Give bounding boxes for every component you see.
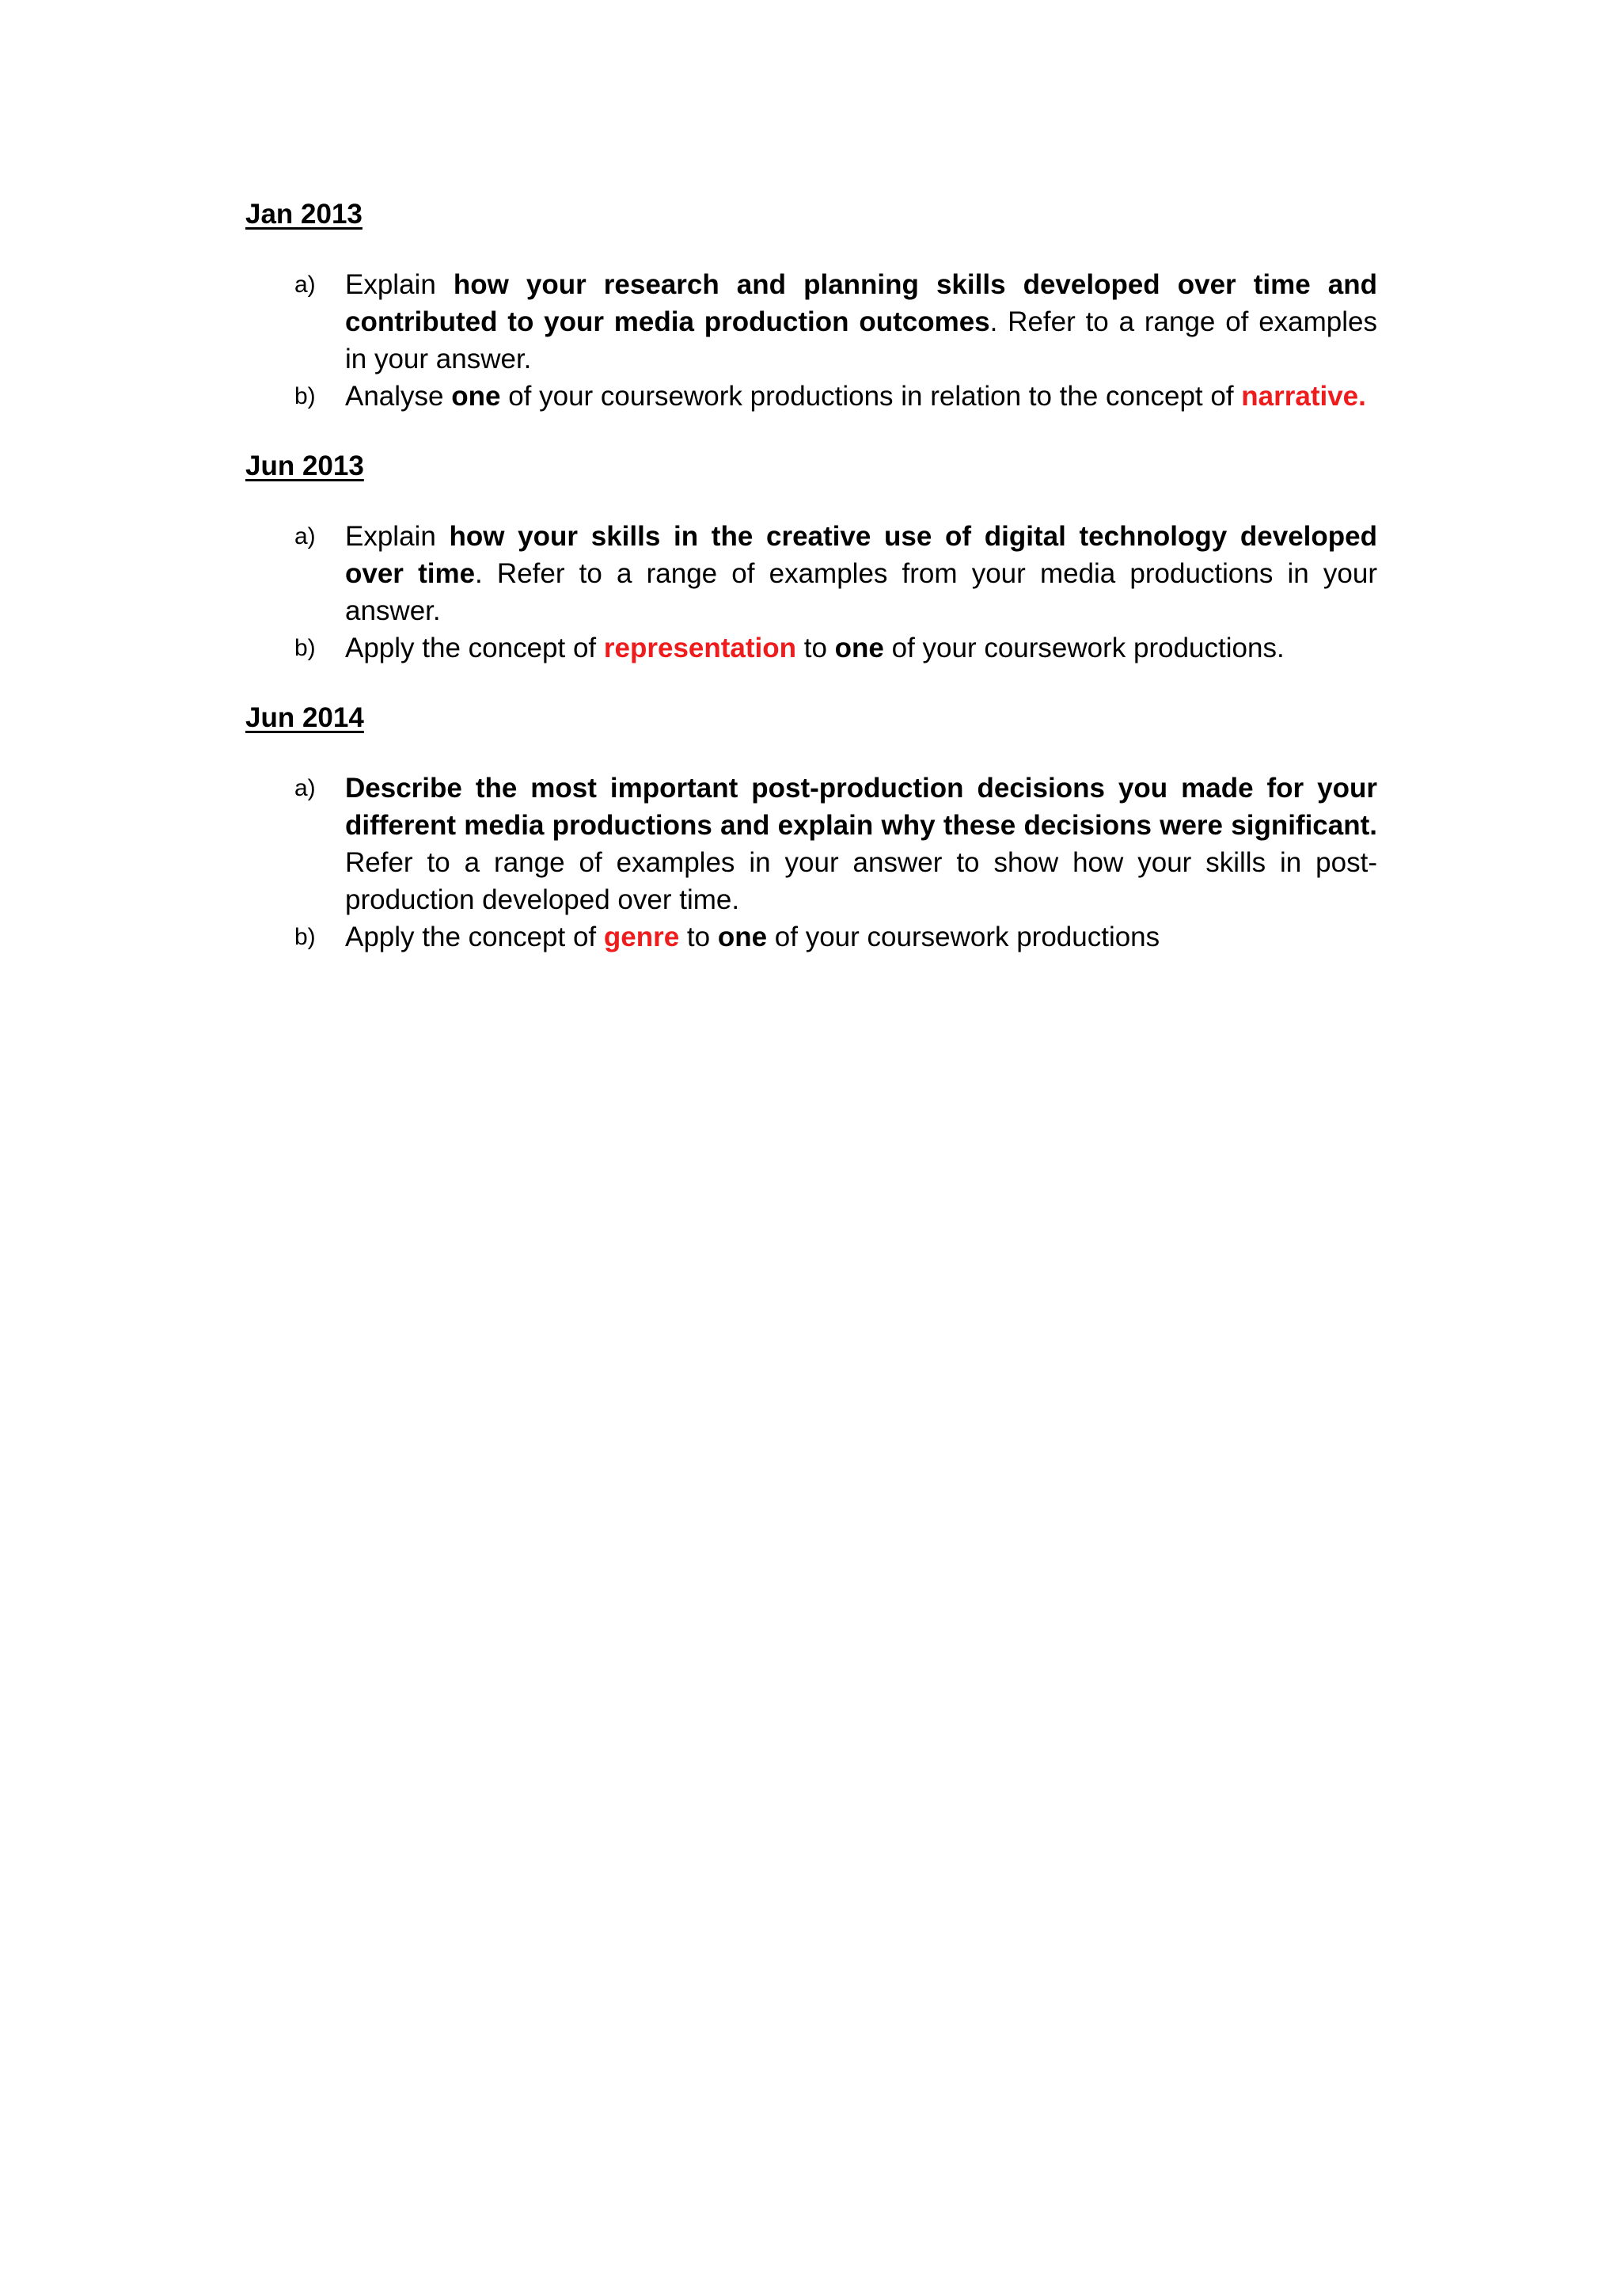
question-item xyxy=(245,378,1377,415)
question-emphasis: one xyxy=(451,381,501,412)
section-jan-2013 xyxy=(245,192,1377,415)
question-text: Explain xyxy=(345,269,454,300)
question-text: Analyse xyxy=(345,381,452,412)
section-jun-2013 xyxy=(245,443,1377,667)
question-emphasis: Describe the most important post-production decisions you made for your different media productions and explain why these decisions were significant. xyxy=(345,773,1377,841)
question-item xyxy=(245,266,1377,378)
question-text: of your coursework productions xyxy=(767,922,1160,952)
question-list xyxy=(245,266,1377,415)
question-marker: b) xyxy=(294,383,316,409)
question-list xyxy=(245,518,1377,667)
question-emphasis: one xyxy=(834,633,884,663)
question-text: of your coursework productions in relation to the concept of xyxy=(500,381,1242,412)
question-text: Apply the concept of xyxy=(345,633,604,663)
question-emphasis: how your research and planning skills developed over time and contributed to your media production outcomes xyxy=(345,269,1377,337)
section-heading: Jun 2013 xyxy=(245,450,364,481)
question-list xyxy=(245,770,1377,956)
question-text: Explain xyxy=(345,521,450,552)
question-text: Refer to a range of examples in your answer to show how your skills in post-production developed over time. xyxy=(345,847,1377,915)
key-concept: narrative. xyxy=(1241,381,1366,412)
question-text: of your coursework productions. xyxy=(883,633,1285,663)
question-text: Apply the concept of xyxy=(345,922,604,952)
section-heading: Jan 2013 xyxy=(245,199,363,230)
question-marker: b) xyxy=(294,635,316,661)
question-text: . Refer to a range of examples from your media productions in your answer. xyxy=(345,558,1377,626)
question-list-content xyxy=(245,192,1377,984)
section-jun-2014 xyxy=(245,695,1377,956)
question-marker: a) xyxy=(294,272,316,298)
question-text: to xyxy=(796,633,835,663)
question-item xyxy=(245,629,1377,667)
question-emphasis: one xyxy=(717,922,768,952)
key-concept: representation xyxy=(603,633,797,663)
question-marker: a) xyxy=(294,775,316,801)
question-text: . Refer to a range of examples in your answer. xyxy=(345,306,1377,374)
question-text: to xyxy=(679,922,718,952)
question-marker: a) xyxy=(294,523,316,549)
question-marker: b) xyxy=(294,924,316,950)
section-heading: Jun 2014 xyxy=(245,702,364,733)
question-item xyxy=(245,918,1377,956)
question-item xyxy=(245,518,1377,629)
question-item xyxy=(245,770,1377,918)
key-concept: genre xyxy=(603,922,680,952)
question-emphasis: how your skills in the creative use of digital technology developed over time xyxy=(345,521,1377,589)
